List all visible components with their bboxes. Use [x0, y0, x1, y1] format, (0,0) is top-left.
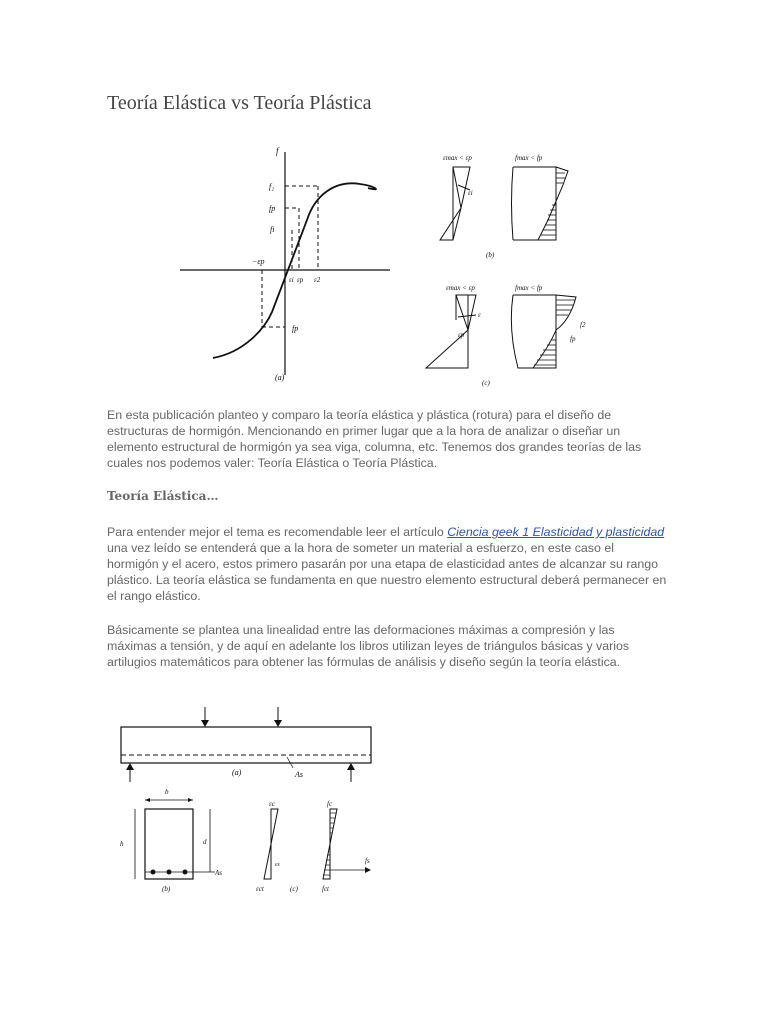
c-strain-label: εmax < εp [446, 284, 475, 292]
section-h-label: h [120, 840, 124, 848]
c-e-label: ε [478, 311, 481, 319]
intro-paragraph: En esta publicación planteo y comparo la teoría elástica y plástica (rotura) para el diseño de estructuras de hormigón. Mencionando en primer lugar que a la hora de analizar o diseñar un elemento estructural de hormigón ya sea viga, columna, etc. Tenemos dos grandes teorías de las cuales nos podemos valer: Teoría Elástica o Teoría Plástica. [107, 408, 642, 470]
beam-as-label: As [295, 770, 303, 779]
strain-ect-label: εct [256, 885, 264, 893]
ep-label: εp [297, 276, 304, 284]
figure1-caption: (a) [275, 373, 285, 382]
c-fp-label: fp [570, 335, 576, 343]
beam-caption: (a) [232, 768, 242, 777]
article-link[interactable]: Ciencia geek 1 Elasticidad y plasticidad [447, 525, 665, 539]
section-as-label: As [215, 869, 222, 877]
b-stress-label: fmax < fp [515, 154, 543, 162]
ei-label: εi [289, 276, 294, 284]
elastic-theory-paragraph [107, 524, 667, 604]
b-caption: (b) [486, 251, 495, 259]
b-strain-label: εmax < εp [443, 154, 472, 162]
neg-ep-label: −εp [252, 257, 265, 266]
stress-fct-label: fct [322, 885, 329, 893]
paragraph-text-before: Para entender mejor el tema es recomendable leer el artículo [107, 525, 448, 539]
section-d-label: d [203, 838, 207, 846]
strain-ec-label: εc [269, 800, 275, 808]
beam-section-figure [115, 705, 385, 900]
axis-f-label: f [276, 146, 279, 156]
stress-fc-label: fc [327, 800, 333, 808]
linearity-paragraph: Básicamente se plantea una linealidad entre las deformaciones máximas a compresión y las máximas a tensión, y de aquí en adelante los libros utilizan leyes de triángulos básicas y varios artilugios matemáticos para obtener las fórmulas de análisis y diseño según la teoría elástica. [107, 623, 630, 669]
stress-fs-label: fs [365, 857, 370, 865]
page-title: Teoría Elástica vs Teoría Plástica [107, 92, 372, 114]
section-heading: Teoría Elástica… [107, 489, 219, 503]
strain-stress-distribution-figure [418, 145, 598, 390]
f2-label: f₂ [269, 182, 275, 191]
section-b-label: b [165, 788, 169, 796]
c-stress-label: fmax < fp [515, 284, 543, 292]
section-caption: (b) [162, 885, 171, 893]
c-ep-label: εp [458, 331, 465, 339]
c-f2-label: f2 [580, 321, 586, 329]
strain-caption: (c) [290, 885, 298, 893]
strain-es-label: εs [275, 862, 280, 868]
neg-fp-label: fp [292, 324, 299, 333]
stress-strain-curve-figure [175, 140, 400, 390]
c-caption: (c) [482, 379, 490, 387]
paragraph-text-after: una vez leído se entenderá que a la hora de someter un material a esfuerzo, en este caso el hormigón y el acero, estos primero pasarán por una etapa de elasticidad antes de alcanzar su rango plástico. La teoría elástica se fundamenta en que nuestro elemento estructural deberá permanecer en el rango elástico. [107, 541, 667, 603]
b-ei-label: εi [468, 189, 473, 197]
e2-label: ε2 [314, 276, 321, 284]
fp-label: fp [269, 204, 276, 213]
fi-label: fi [270, 225, 275, 234]
